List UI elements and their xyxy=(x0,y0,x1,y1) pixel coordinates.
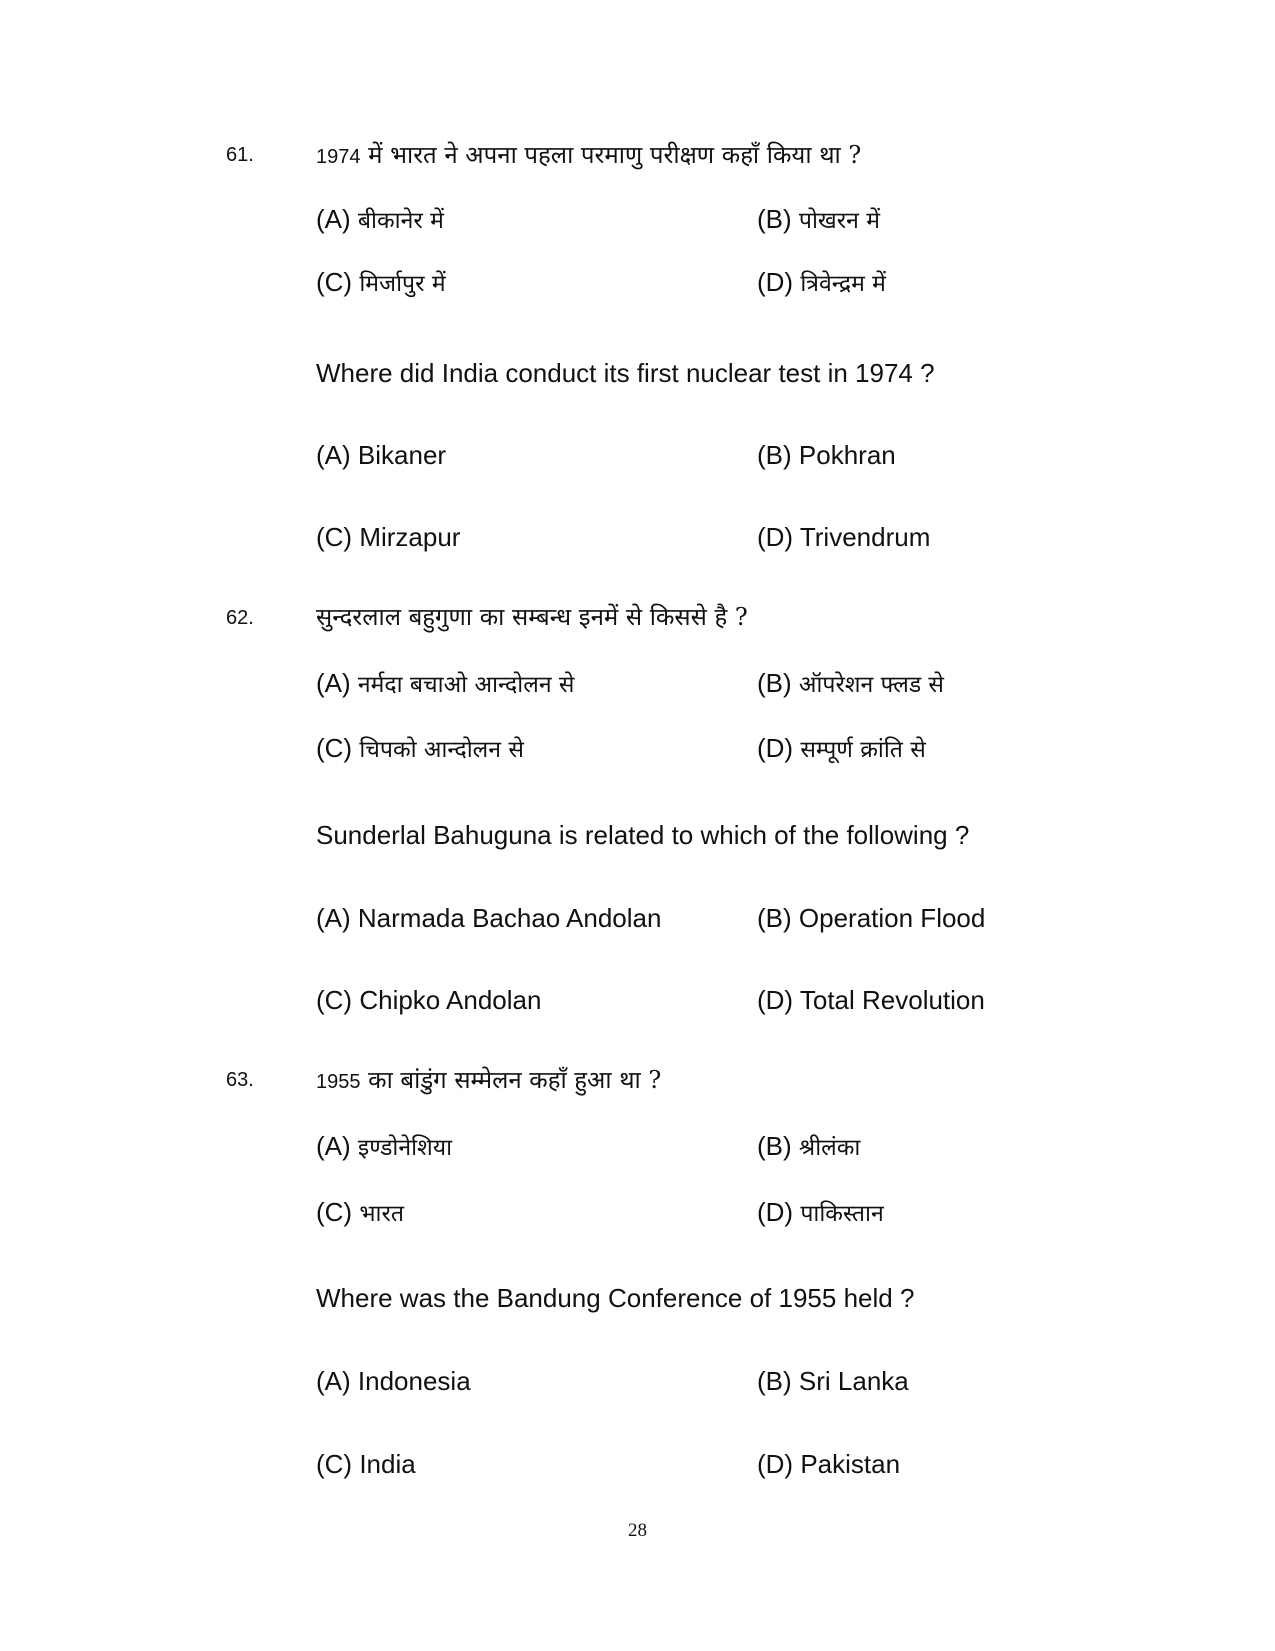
option-text: India xyxy=(359,1449,416,1479)
option-text: चिपको आन्दोलन से xyxy=(359,737,524,763)
option-label: (C) xyxy=(316,733,353,763)
question-number: 63. xyxy=(226,1069,254,1091)
option-text: नर्मदा बचाओ आन्दोलन से xyxy=(357,672,575,698)
option-a-english xyxy=(316,1366,471,1397)
option-label: (A) xyxy=(316,204,351,234)
option-b-english xyxy=(757,903,985,934)
option-a-hindi xyxy=(316,1130,452,1162)
option-d-hindi xyxy=(757,732,926,764)
option-text: Total Revolution xyxy=(799,985,985,1015)
option-label: (D) xyxy=(757,985,794,1015)
option-label: (D) xyxy=(757,522,794,552)
option-b-english xyxy=(757,440,896,471)
option-label: (B) xyxy=(757,440,792,470)
option-text: Narmada Bachao Andolan xyxy=(357,903,662,933)
option-label: (A) xyxy=(316,440,351,470)
option-a-hindi xyxy=(316,203,444,235)
question-text-english: Sunderlal Bahuguna is related to which of the following ? xyxy=(316,820,970,850)
option-text: Sri Lanka xyxy=(798,1366,909,1396)
option-text: Bikaner xyxy=(357,440,447,470)
question-text-hindi xyxy=(316,138,861,171)
option-label: (D) xyxy=(757,1449,794,1479)
option-text: बीकानेर में xyxy=(357,208,444,234)
option-label: (C) xyxy=(316,267,353,297)
question-text-english: Where did India conduct its first nuclear test in 1974 ? xyxy=(316,358,935,388)
option-d-english xyxy=(757,985,985,1016)
option-a-english xyxy=(316,440,446,471)
question-year: 1955 xyxy=(316,1071,361,1093)
option-text: Pokhran xyxy=(798,440,896,470)
option-text: ऑपरेशन फ्लड से xyxy=(798,672,944,698)
question-text-hindi xyxy=(316,1063,661,1096)
option-c-hindi xyxy=(316,266,446,298)
option-d-english xyxy=(757,1449,900,1480)
option-text: मिर्जापुर में xyxy=(359,271,446,297)
option-b-hindi xyxy=(757,203,880,235)
option-text: त्रिवेन्द्रम में xyxy=(800,271,886,297)
option-label: (B) xyxy=(757,903,792,933)
question-text-hindi xyxy=(316,600,748,633)
option-label: (C) xyxy=(316,1197,353,1227)
option-label: (A) xyxy=(316,1366,351,1396)
option-c-hindi xyxy=(316,732,524,764)
option-a-hindi xyxy=(316,667,574,699)
question-hindi-body: में भारत ने अपना पहला परमाणु परीक्षण कहाँ किया था ? xyxy=(368,141,862,169)
option-c-english xyxy=(316,1449,416,1480)
option-text: सम्पूर्ण क्रांति से xyxy=(800,737,926,763)
option-c-english xyxy=(316,522,460,553)
option-label: (C) xyxy=(316,522,353,552)
option-label: (C) xyxy=(316,985,353,1015)
option-label: (D) xyxy=(757,1197,794,1227)
option-label: (C) xyxy=(316,1449,353,1479)
option-text: Trivendrum xyxy=(799,522,931,552)
option-text: पोखरन में xyxy=(798,208,880,234)
option-text: Mirzapur xyxy=(359,522,461,552)
option-d-english xyxy=(757,522,930,553)
option-text: Indonesia xyxy=(357,1366,471,1396)
option-text: इण्डोनेशिया xyxy=(357,1135,453,1161)
option-c-english xyxy=(316,985,541,1016)
option-text: Pakistan xyxy=(800,1449,901,1479)
question-number: 62. xyxy=(226,607,254,629)
option-label: (B) xyxy=(757,1366,792,1396)
option-text: Chipko Andolan xyxy=(359,985,542,1015)
option-d-hindi xyxy=(757,1196,884,1228)
option-c-hindi xyxy=(316,1196,404,1228)
option-label: (B) xyxy=(757,204,792,234)
option-label: (B) xyxy=(757,1131,792,1161)
option-b-hindi xyxy=(757,667,944,699)
option-b-english xyxy=(757,1366,909,1397)
question-number: 61. xyxy=(226,144,254,166)
option-label: (A) xyxy=(316,1131,351,1161)
option-d-hindi xyxy=(757,266,886,298)
option-label: (A) xyxy=(316,668,351,698)
option-label: (B) xyxy=(757,668,792,698)
question-year: 1974 xyxy=(316,146,361,168)
option-label: (D) xyxy=(757,267,794,297)
option-label: (D) xyxy=(757,733,794,763)
question-hindi-body: सुन्दरलाल बहुगुणा का सम्बन्ध इनमें से किससे है ? xyxy=(316,603,748,631)
question-text-english: Where was the Bandung Conference of 1955 held ? xyxy=(316,1283,915,1313)
option-label: (A) xyxy=(316,903,351,933)
option-text: Operation Flood xyxy=(798,903,986,933)
option-a-english xyxy=(316,903,661,934)
option-text: पाकिस्तान xyxy=(800,1201,884,1227)
page-number: 28 xyxy=(628,1520,647,1541)
option-b-hindi xyxy=(757,1130,860,1162)
option-text: श्रीलंका xyxy=(798,1135,861,1161)
option-text: भारत xyxy=(359,1201,404,1227)
question-hindi-body: का बांडुंग सम्मेलन कहाँ हुआ था ? xyxy=(368,1066,662,1094)
